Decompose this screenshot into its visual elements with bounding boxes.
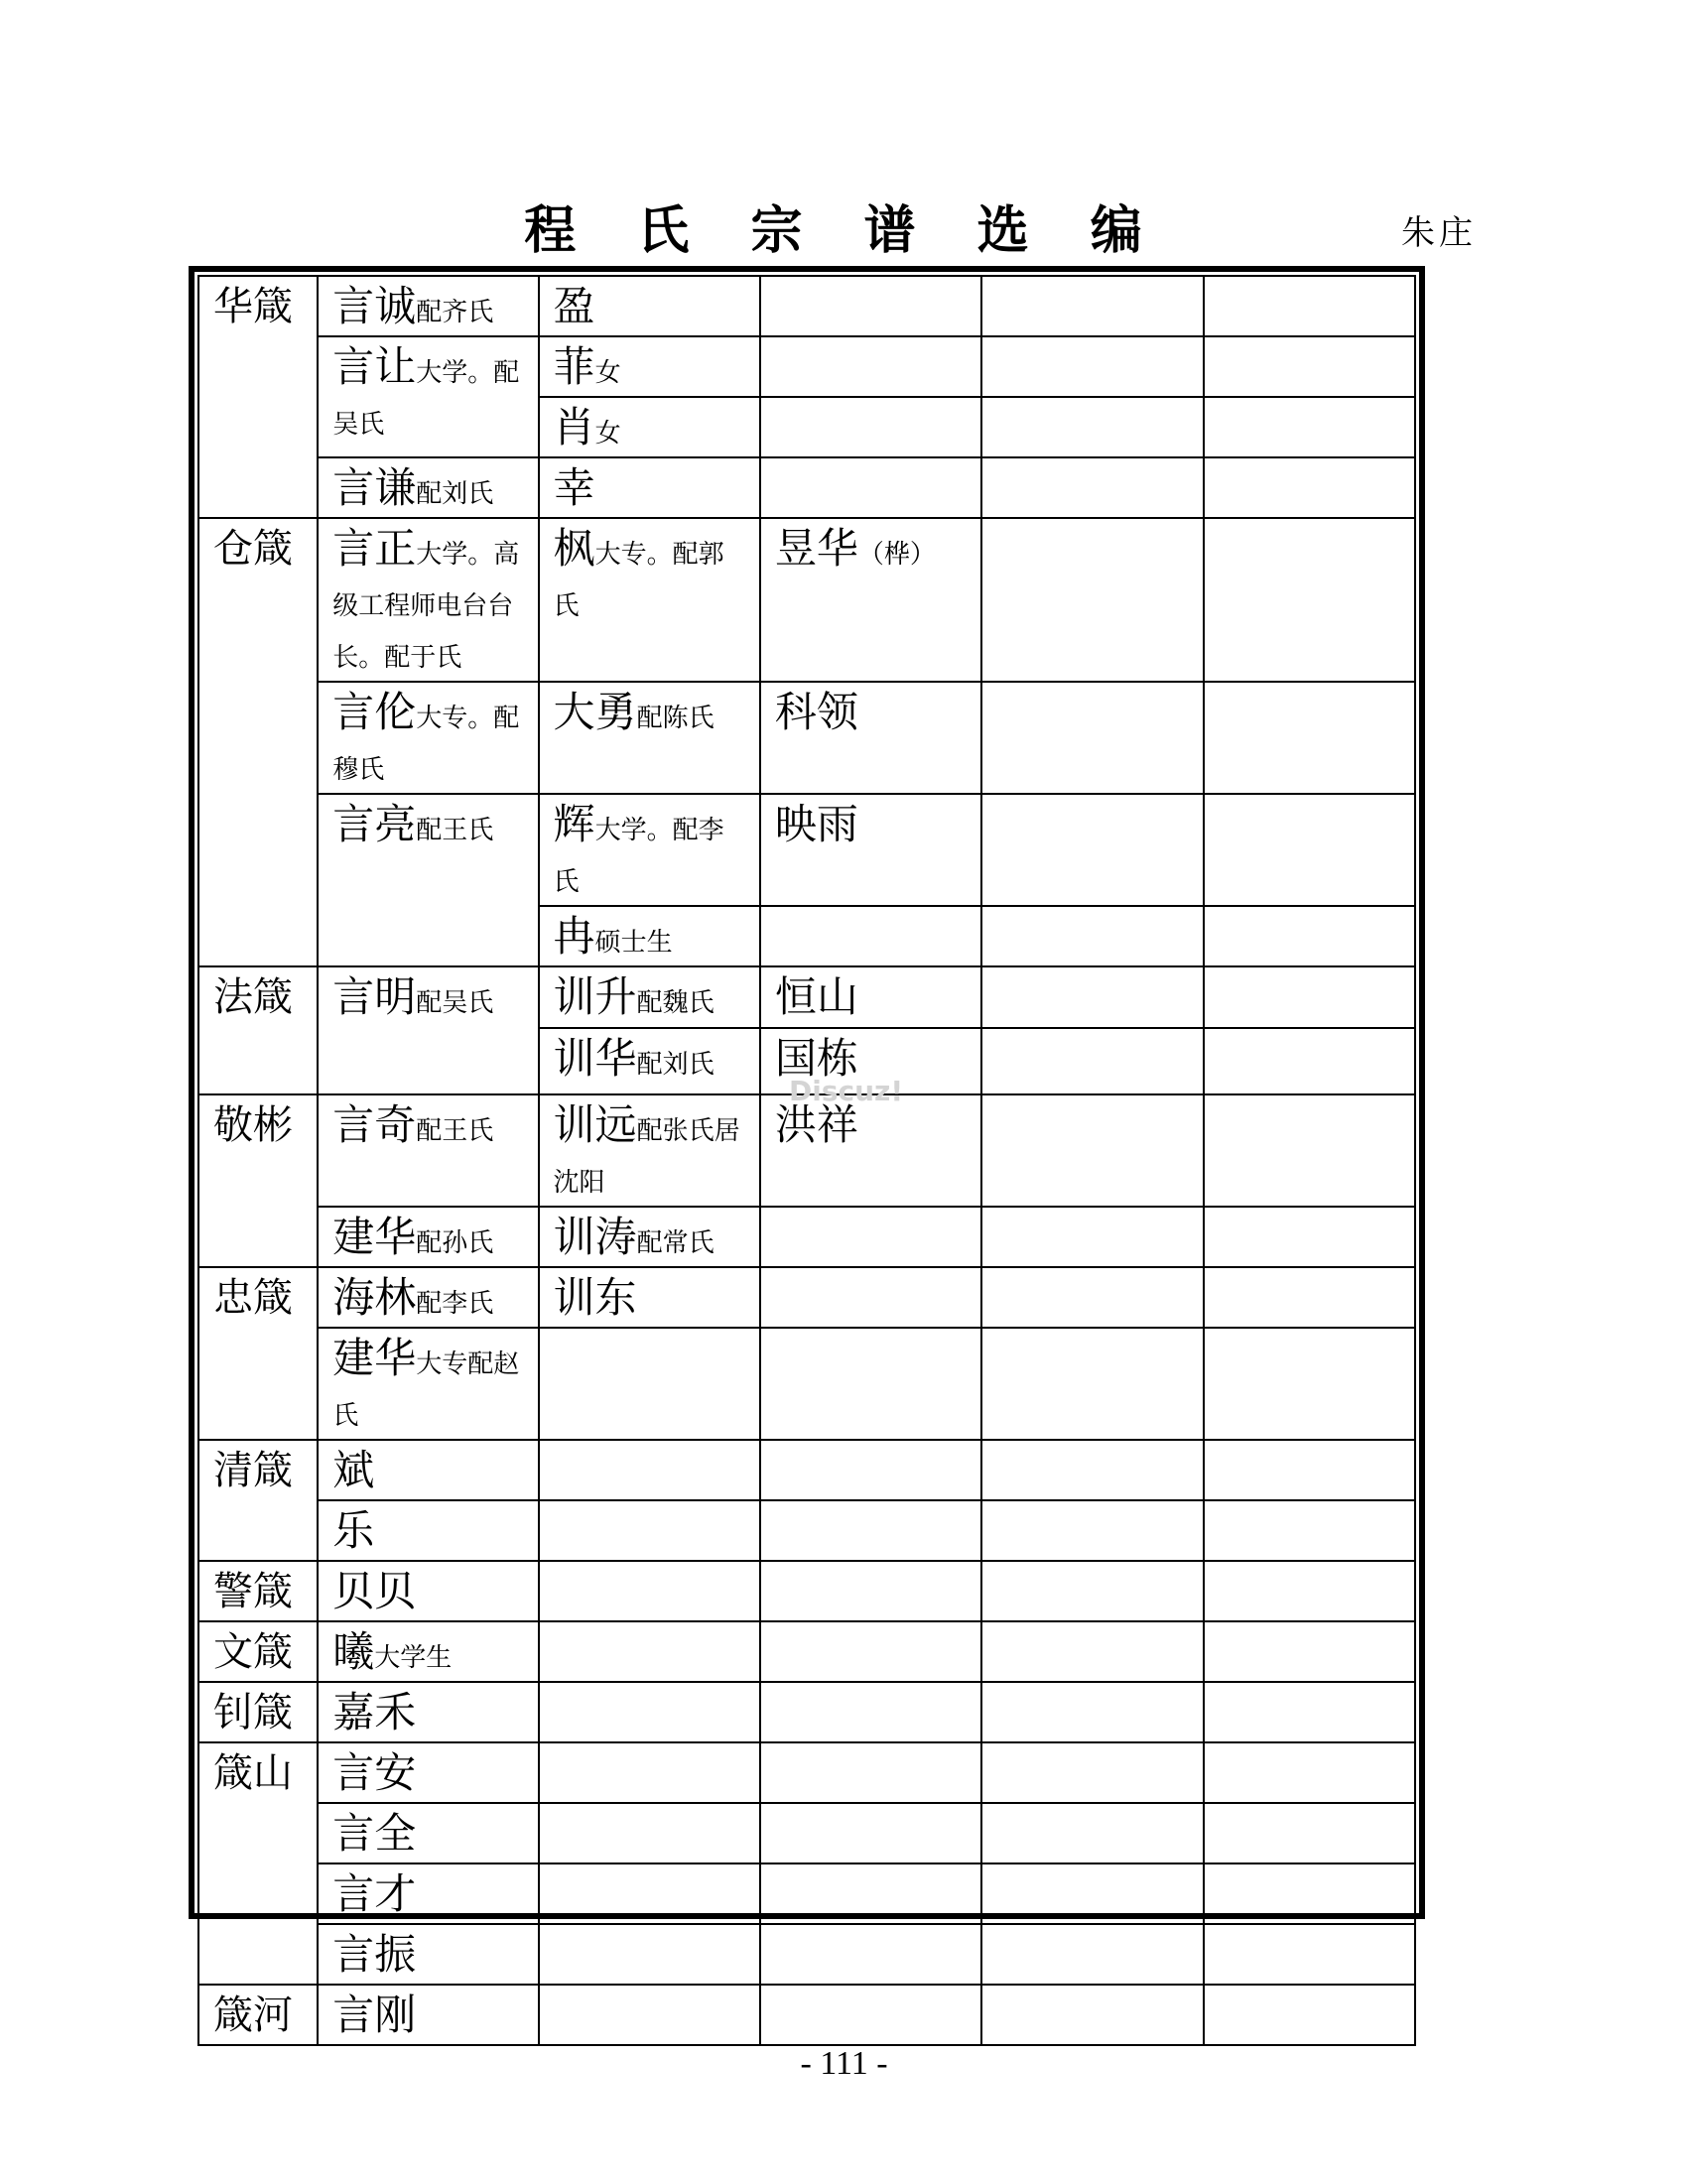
gen6-cell (1204, 906, 1415, 966)
table-row (198, 276, 1415, 336)
gen3-name: 训东 (553, 1273, 637, 1322)
gen4-cell (760, 1742, 981, 1803)
page-title: 程 氏 宗 谱 选 编 (524, 200, 1164, 261)
gen2-note: 配王氏 (416, 816, 494, 845)
gen2-cell (318, 1803, 538, 1863)
gen2-cell (318, 1924, 538, 1985)
table-row (198, 1561, 1415, 1621)
gen3-cell (539, 1742, 760, 1803)
gen5-cell (981, 1267, 1203, 1328)
page-number: - 111 - (800, 2045, 888, 2082)
table-row (198, 1207, 1415, 1267)
gen4-cell (760, 794, 981, 906)
gen3-note: 配陈氏 (636, 704, 714, 733)
gen3-name: 肖 (553, 403, 595, 451)
gen4-cell (760, 276, 981, 336)
gen1-cell (198, 1094, 318, 1267)
gen2-note: 配齐氏 (416, 298, 494, 327)
gen2-name: 言谦 (332, 463, 417, 512)
gen3-cell (539, 336, 760, 397)
gen3-cell (539, 1924, 760, 1985)
gen4-cell (760, 1328, 981, 1440)
gen2-name: 言伦 (332, 688, 417, 736)
gen3-cell (539, 1803, 760, 1863)
gen2-cell (318, 1985, 538, 2045)
gen5-cell (981, 1924, 1203, 1985)
gen5-cell (981, 276, 1203, 336)
gen4-cell (760, 1440, 981, 1500)
genealogy-table (197, 275, 1416, 2046)
gen3-name: 枫 (553, 524, 595, 573)
gen3-note: 配魏氏 (636, 988, 714, 1018)
table-row (198, 1267, 1415, 1328)
gen3-name: 训涛 (553, 1213, 637, 1261)
gen2-name: 乐 (332, 1506, 375, 1555)
gen6-cell (1204, 1924, 1415, 1985)
gen5-cell (981, 794, 1203, 906)
table-row (198, 1863, 1415, 1924)
gen3-cell (539, 1561, 760, 1621)
gen1-name: 华箴 (213, 284, 293, 329)
gen6-cell (1204, 966, 1415, 1028)
gen2-cell (318, 1863, 538, 1924)
gen1-name: 清箴 (213, 1448, 293, 1493)
gen5-cell (981, 1028, 1203, 1094)
gen5-cell (981, 336, 1203, 397)
gen3-name: 菲 (553, 342, 595, 391)
table-row (198, 1803, 1415, 1863)
gen2-cell (318, 1500, 538, 1561)
gen3-cell (539, 966, 760, 1028)
gen2-name: 言让 (332, 342, 417, 391)
gen2-cell (318, 518, 538, 682)
gen2-note: 配王氏 (416, 1116, 494, 1146)
gen1-cell (198, 1561, 318, 1621)
gen2-name: 贝贝 (332, 1567, 417, 1615)
place-name: 朱庄 (1401, 213, 1477, 253)
gen1-cell (198, 1440, 318, 1561)
gen4-cell (760, 1924, 981, 1985)
gen5-cell (981, 1742, 1203, 1803)
gen2-cell (318, 336, 538, 457)
gen5-cell (981, 1682, 1203, 1742)
gen3-cell (539, 906, 760, 966)
gen5-cell (981, 457, 1203, 518)
gen3-note: 女 (594, 419, 621, 449)
table-row (198, 682, 1415, 794)
gen3-name: 训华 (553, 1034, 637, 1083)
gen5-cell (981, 1985, 1203, 2045)
gen3-cell (539, 1207, 760, 1267)
gen6-cell (1204, 1742, 1415, 1803)
gen3-cell (539, 457, 760, 518)
gen4-cell (760, 1094, 981, 1207)
gen1-cell (198, 1742, 318, 1985)
gen2-cell (318, 1561, 538, 1621)
gen3-cell (539, 1621, 760, 1682)
table-row (198, 1094, 1415, 1207)
gen2-name: 言诚 (332, 282, 417, 330)
gen6-cell (1204, 336, 1415, 397)
gen2-note: 大学生 (374, 1643, 453, 1673)
gen6-cell (1204, 397, 1415, 457)
gen3-cell (539, 1328, 760, 1440)
gen2-name: 言才 (332, 1869, 417, 1918)
gen2-name: 嘉禾 (332, 1688, 417, 1736)
gen1-cell (198, 518, 318, 966)
gen3-note: 大专。配郭氏 (553, 540, 724, 621)
table-row (198, 1924, 1415, 1985)
table-row (198, 1621, 1415, 1682)
gen3-note: 配张氏居沈阳 (553, 1116, 740, 1198)
gen4-cell (760, 457, 981, 518)
gen2-name: 斌 (332, 1446, 375, 1494)
gen5-cell (981, 1500, 1203, 1561)
gen5-cell (981, 1094, 1203, 1207)
gen3-note: 女 (594, 358, 621, 388)
table-row (198, 1328, 1415, 1440)
gen3-cell (539, 1267, 760, 1328)
gen4-cell (760, 1207, 981, 1267)
gen3-cell (539, 1028, 760, 1094)
table-row (198, 794, 1415, 906)
gen3-name: 辉 (553, 800, 595, 848)
gen2-cell (318, 1440, 538, 1500)
gen3-note: 大学。配李氏 (553, 816, 724, 897)
gen1-cell (198, 1682, 318, 1742)
gen5-cell (981, 1803, 1203, 1863)
gen2-cell (318, 1328, 538, 1440)
gen5-cell (981, 1561, 1203, 1621)
gen3-name: 大勇 (553, 688, 637, 736)
gen6-cell (1204, 457, 1415, 518)
gen4-cell (760, 1863, 981, 1924)
gen3-cell (539, 1985, 760, 2045)
gen3-cell (539, 1863, 760, 1924)
gen3-cell (539, 276, 760, 336)
gen1-name: 法箴 (213, 974, 293, 1020)
gen2-cell (318, 1094, 538, 1207)
table-row (198, 518, 1415, 682)
gen3-name: 训升 (553, 972, 637, 1021)
gen3-cell (539, 682, 760, 794)
gen2-name: 言明 (332, 972, 417, 1021)
table-row (198, 1682, 1415, 1742)
watermark: Discuz! (789, 1075, 904, 1107)
gen2-cell (318, 1742, 538, 1803)
gen2-note: 配吴氏 (416, 988, 494, 1018)
table-row (198, 1440, 1415, 1500)
gen1-name: 仓箴 (213, 526, 293, 572)
gen6-cell (1204, 1682, 1415, 1742)
gen2-name: 言刚 (332, 1991, 417, 2039)
gen2-note: 配李氏 (416, 1289, 494, 1319)
gen2-name: 建华 (332, 1334, 417, 1382)
gen5-cell (981, 518, 1203, 682)
gen4-cell (760, 1561, 981, 1621)
gen4-cell (760, 1803, 981, 1863)
gen4-cell (760, 1682, 981, 1742)
gen5-cell (981, 1328, 1203, 1440)
gen5-cell (981, 1621, 1203, 1682)
gen6-cell (1204, 1621, 1415, 1682)
gen2-note: 配刘氏 (416, 479, 494, 509)
gen6-cell (1204, 1500, 1415, 1561)
gen5-cell (981, 1440, 1203, 1500)
gen3-name: 冉 (553, 912, 595, 961)
gen2-name: 海林 (332, 1273, 417, 1322)
gen2-cell (318, 1267, 538, 1328)
table-row (198, 457, 1415, 518)
gen6-cell (1204, 1561, 1415, 1621)
table-row (198, 336, 1415, 397)
gen6-cell (1204, 1328, 1415, 1440)
gen1-cell (198, 1267, 318, 1440)
gen4-name: 洪祥 (774, 1100, 858, 1149)
gen6-cell (1204, 1094, 1415, 1207)
gen4-cell (760, 1500, 981, 1561)
gen6-cell (1204, 682, 1415, 794)
gen1-name: 箴山 (213, 1750, 293, 1796)
gen4-cell (760, 1985, 981, 2045)
gen4-cell (760, 682, 981, 794)
gen2-note: 大专配赵氏 (332, 1349, 520, 1431)
gen3-cell (539, 397, 760, 457)
gen2-note: 大学。配吴氏 (332, 358, 520, 440)
gen4-name: 科领 (774, 688, 858, 736)
gen2-name: 言亮 (332, 800, 417, 848)
gen2-cell (318, 276, 538, 336)
gen6-cell (1204, 1863, 1415, 1924)
gen1-name: 文箴 (213, 1629, 293, 1675)
gen2-note: 配孙氏 (416, 1228, 494, 1258)
gen6-cell (1204, 1028, 1415, 1094)
gen2-name: 言振 (332, 1930, 417, 1979)
gen4-note: （桦） (857, 540, 936, 570)
gen1-cell (198, 276, 318, 518)
table-row (198, 966, 1415, 1028)
gen2-cell (318, 682, 538, 794)
gen4-cell (760, 1267, 981, 1328)
gen2-cell (318, 794, 538, 966)
gen2-name: 言全 (332, 1809, 417, 1858)
gen3-cell (539, 1682, 760, 1742)
gen3-note: 硕士生 (594, 928, 673, 958)
gen3-note: 配常氏 (636, 1228, 714, 1258)
table-row (198, 1985, 1415, 2045)
gen3-cell (539, 794, 760, 906)
gen3-note: 配刘氏 (636, 1050, 714, 1080)
gen4-cell (760, 336, 981, 397)
gen4-name: 昱华 (774, 524, 858, 573)
gen2-note: 大学。高级工程师电台台长。配于氏 (332, 540, 520, 673)
gen1-name: 忠箴 (213, 1275, 293, 1321)
gen6-cell (1204, 518, 1415, 682)
gen6-cell (1204, 276, 1415, 336)
gen3-name: 幸 (553, 463, 595, 512)
gen5-cell (981, 682, 1203, 794)
gen2-cell (318, 1621, 538, 1682)
gen1-cell (198, 966, 318, 1094)
table-row (198, 1742, 1415, 1803)
gen6-cell (1204, 1803, 1415, 1863)
gen4-name: 国栋 (774, 1034, 858, 1083)
gen2-name: 言正 (332, 524, 417, 573)
gen1-name: 箴河 (213, 1992, 293, 2038)
gen5-cell (981, 1863, 1203, 1924)
gen2-name: 言奇 (332, 1100, 417, 1149)
gen5-cell (981, 966, 1203, 1028)
gen2-name: 言安 (332, 1748, 417, 1797)
gen1-name: 敬彬 (213, 1102, 293, 1148)
gen5-cell (981, 1207, 1203, 1267)
gen4-cell (760, 966, 981, 1028)
gen5-cell (981, 906, 1203, 966)
gen4-cell (760, 397, 981, 457)
gen6-cell (1204, 1207, 1415, 1267)
gen6-cell (1204, 794, 1415, 906)
gen6-cell (1204, 1985, 1415, 2045)
gen2-note: 大专。配穆氏 (332, 704, 520, 785)
gen2-cell (318, 1682, 538, 1742)
gen4-name: 恒山 (774, 972, 858, 1021)
gen4-cell (760, 518, 981, 682)
gen1-cell (198, 1621, 318, 1682)
gen2-cell (318, 1207, 538, 1267)
gen1-name: 警箴 (213, 1569, 293, 1614)
gen3-name: 盈 (553, 282, 595, 330)
gen2-name: 曦 (332, 1627, 375, 1676)
gen4-name: 映雨 (774, 800, 858, 848)
gen2-cell (318, 966, 538, 1094)
gen3-cell (539, 1440, 760, 1500)
gen6-cell (1204, 1267, 1415, 1328)
gen2-name: 建华 (332, 1213, 417, 1261)
gen3-cell (539, 1094, 760, 1207)
gen4-cell (760, 1621, 981, 1682)
gen1-cell (198, 1985, 318, 2045)
gen3-cell (539, 518, 760, 682)
table-row (198, 1500, 1415, 1561)
gen5-cell (981, 397, 1203, 457)
gen3-name: 训远 (553, 1100, 637, 1149)
gen2-cell (318, 457, 538, 518)
gen4-cell (760, 906, 981, 966)
gen1-name: 钊箴 (213, 1690, 293, 1735)
gen3-cell (539, 1500, 760, 1561)
gen6-cell (1204, 1440, 1415, 1500)
